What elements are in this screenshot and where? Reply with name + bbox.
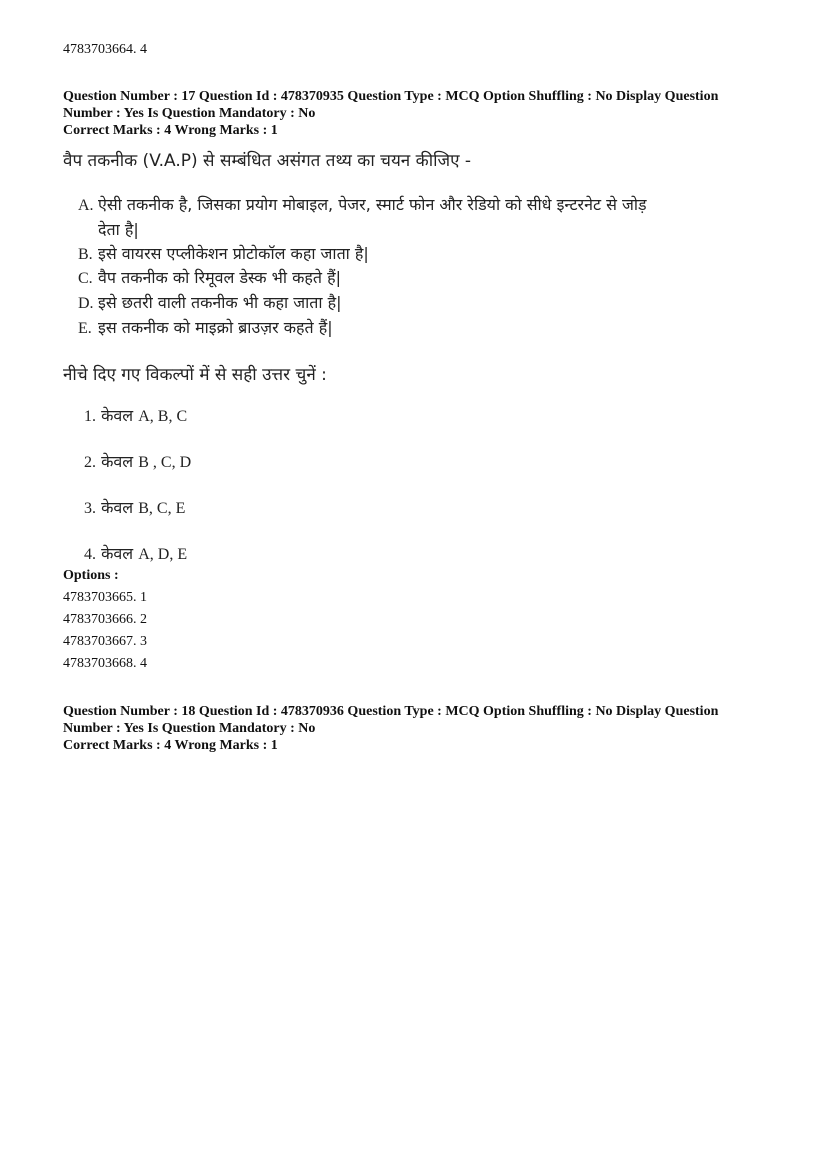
answer-option-letters: B, C, E — [138, 500, 186, 517]
meta-line-3: Correct Marks : 4 Wrong Marks : 1 — [63, 123, 278, 138]
statement-e — [78, 316, 768, 341]
statement-text: ऐसी तकनीक है, जिसका प्रयोग मोबाइल, पेजर, स्मार्ट फोन और रेडियो को सीधे इन्टरनेट से जोड़ — [98, 195, 647, 214]
options-label: Options : — [63, 568, 119, 583]
option-code-1: 4783703665. 1 — [63, 590, 147, 605]
statement-b — [78, 242, 768, 267]
choose-instruction: नीचे दिए गए विकल्पों में से सही उत्तर चुनें : — [63, 365, 327, 385]
statement-text: इसे छतरी वाली तकनीक भी कहा जाता है| — [98, 293, 342, 312]
statement-text-cont: देता है| — [98, 220, 139, 239]
meta-line-2: Number : Yes Is Question Mandatory : No — [63, 721, 316, 736]
option-code-3: 4783703667. 3 — [63, 634, 147, 649]
statement-label: E. — [78, 320, 92, 337]
answer-option-number: 2. — [84, 454, 96, 471]
answer-option-number: 1. — [84, 408, 96, 425]
statement-text: इस तकनीक को माइक्रो ब्राउज़र कहते हैं| — [98, 318, 333, 337]
meta-line-1: Question Number : 17 Question Id : 478370935 Question Type : MCQ Option Shuffling : No Display Question — [63, 89, 719, 104]
statement-label: A. — [78, 197, 94, 214]
statement-label: B. — [78, 246, 93, 263]
answer-option-2 — [84, 450, 191, 472]
answer-option-letters: B , C, D — [138, 454, 192, 471]
answer-option-letters: A, D, E — [138, 546, 188, 563]
answer-option-number: 4. — [84, 546, 96, 563]
statement-label: C. — [78, 270, 93, 287]
meta-line-3: Correct Marks : 4 Wrong Marks : 1 — [63, 738, 278, 753]
answer-option-1 — [84, 404, 187, 426]
answer-option-prefix: केवल — [101, 498, 134, 517]
option-code-2: 4783703666. 2 — [63, 612, 147, 627]
answer-option-letters: A, B, C — [138, 408, 188, 425]
option-code-4: 4783703668. 4 — [63, 656, 147, 671]
answer-option-prefix: केवल — [101, 406, 134, 425]
statement-d — [78, 291, 768, 316]
previous-option-code: 4783703664. 4 — [63, 42, 147, 57]
statement-label: D. — [78, 295, 94, 312]
meta-line-1: Question Number : 18 Question Id : 478370936 Question Type : MCQ Option Shuffling : No Display Question — [63, 704, 719, 719]
answer-option-number: 3. — [84, 500, 96, 517]
question-stem: वैप तकनीक (V.A.P) से सम्बंधित असंगत तथ्य का चयन कीजिए - — [63, 151, 472, 171]
answer-option-prefix: केवल — [101, 452, 134, 471]
statement-text: इसे वायरस एप्लीकेशन प्रोटोकॉल कहा जाता है| — [98, 244, 369, 263]
answer-option-prefix: केवल — [101, 544, 134, 563]
question-17-meta — [63, 88, 763, 139]
answer-option-3 — [84, 496, 185, 518]
statement-text: वैप तकनीक को रिमूवल डेस्क भी कहते हैं| — [98, 268, 341, 287]
question-18-meta — [63, 703, 763, 754]
meta-line-2: Number : Yes Is Question Mandatory : No — [63, 106, 316, 121]
answer-option-4 — [84, 542, 187, 564]
statement-c — [78, 266, 768, 291]
statement-a — [78, 193, 768, 242]
